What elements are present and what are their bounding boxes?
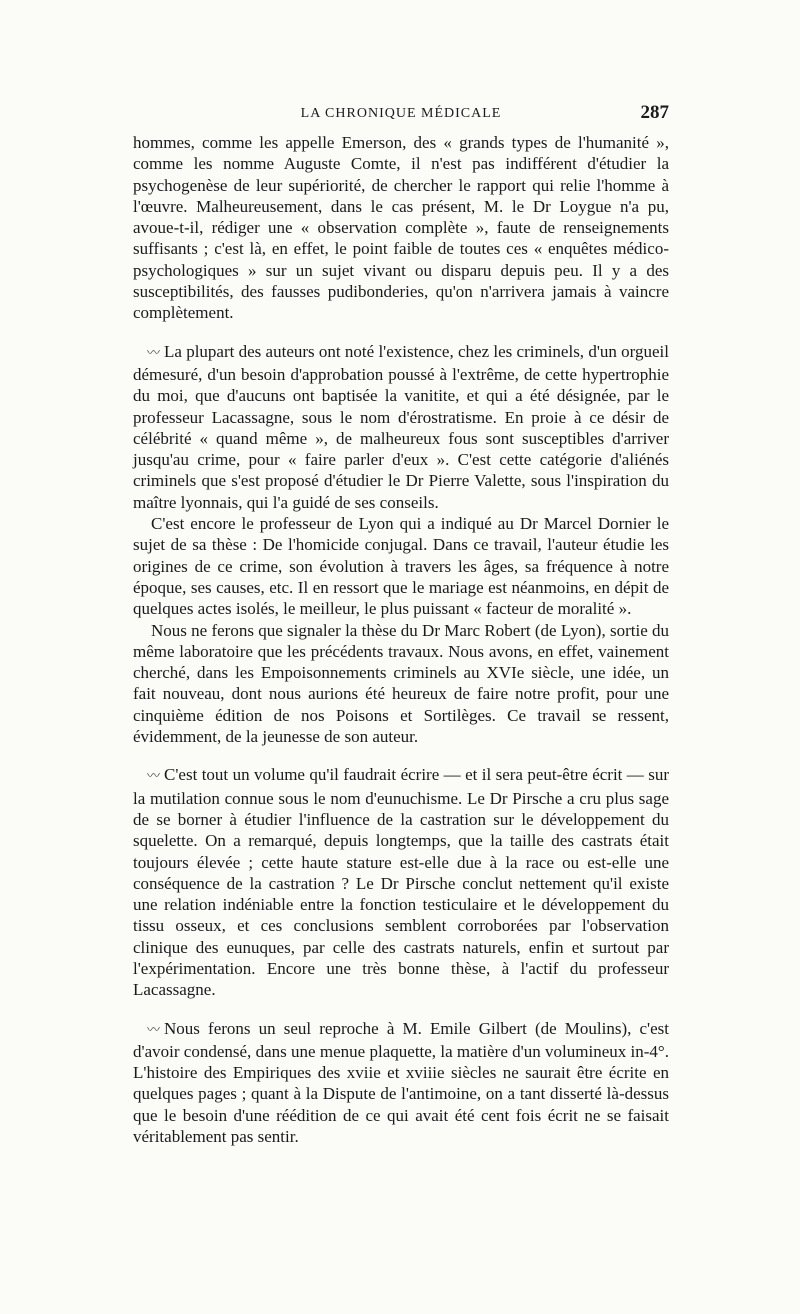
running-title: LA CHRONIQUE MÉDICALE [300, 106, 502, 121]
paragraph-6 [133, 1018, 669, 1148]
paragraph-5 [133, 764, 669, 1000]
section-gap [133, 1001, 669, 1018]
page-header [133, 100, 669, 130]
section-marker-icon: 〰 [147, 345, 159, 361]
body-text [133, 132, 669, 1147]
paragraph-2 [133, 341, 669, 513]
section-gap [133, 324, 669, 341]
section-marker-icon: 〰 [147, 1022, 159, 1038]
paragraph-4: Nous ne ferons que signaler la thèse du Dr Marc Robert (de Lyon), sortie du même laboratoire que les précédents travaux. Nous avons, en effet, vainement cherché, dans les Empoisonnements criminels au XVIe siècle, une idée, un fait nouveau, dont nous aurions été heureux de faire notre profit, pour une cinquième édition de nos Poisons et Sortilèges. Ce travail se ressent, évidemment, de la jeunesse de son auteur. [133, 620, 669, 747]
section-marker-icon: 〰 [147, 769, 159, 785]
paragraph-5-text: C'est tout un volume qu'il faudrait écrire — et il sera peut-être écrit — sur la mutilation connue sous le nom d'eunuchisme. Le Dr Pirsche a cru plus sage de se borner à étudier l'influence de la castration sur le développement du squelette. On a remarqué, depuis longtemps, que la taille des castrats était toujours élevée ; cette haute stature est-elle due à la race ou est-elle une conséquence de la castration ? Le Dr Pirsche conclut nettement qu'il existe une relation indéniable entre la fonction testiculaire et le développement du tissu osseux, et ces conclusions semblent corroborées par l'observation clinique des eunuques, par celle des castrats naturels, enfin et surtout par l'expérimentation. Encore une très bonne thèse, à l'actif du professeur Lacassagne. [133, 765, 669, 1000]
paragraph-6-text: Nous ferons un seul reproche à M. Emile Gilbert (de Moulins), c'est d'avoir condensé, dans une menue plaquette, la matière d'un volumineux in-4°. L'histoire des Empiriques des xviie et xviiie siècles ne saurait être écrite en quelques pages ; quant à la Dispute de l'antimoine, on a tant disserté là-dessus que le besoin d'une réédition de ce qui avait été cent fois écrit ne se faisait véritablement pas sentir. [133, 1018, 669, 1147]
paragraph-1: hommes, comme les appelle Emerson, des « grands types de l'humanité », comme les nomme Auguste Comte, il n'est pas indifférent d'étudier la psychogenèse de leur supériorité, de chercher le rapport qui relie l'homme à l'œuvre. Malheureusement, dans le cas présent, M. le Dr Loygue n'a pu, avoue-t-il, rédiger une « observation complète », faute de renseignements suffisants ; c'est là, en effet, le point faible de toutes ces « enquêtes médico-psychologiques » sur un sujet vivant ou disparu depuis peu. Il y a des susceptibilités, des fausses pudibonderies, qu'on n'arrivera jamais à vaincre complètement. [133, 133, 669, 323]
page-number: 287 [640, 102, 669, 123]
section-gap [133, 747, 669, 764]
paragraph-3: C'est encore le professeur de Lyon qui a indiqué au Dr Marcel Dornier le sujet de sa thèse : De l'homicide conjugal. Dans ce travail, l'auteur étudie les origines de ce crime, son évolution à travers les âges, sa fréquence à notre époque, ses causes, etc. Il en ressort que le mariage est néanmoins, en dépit de quelques actes isolés, le meilleur, le plus puissant « facteur de moralité ». [133, 514, 669, 619]
paragraph-2-text: La plupart des auteurs ont noté l'existence, chez les criminels, d'un orgueil démesuré, d'un besoin d'approbation poussé à l'extrême, de cette hypertrophie du moi, que d'aucuns ont baptisée la vanitite, et qui a été désignée, par le professeur Lacassagne, sous le nom d'érostratisme. En proie à ce désir de célébrité « quand même », de malheureux fous sont susceptibles d'arriver jusqu'au crime, pour « faire parler d'eux ». C'est cette catégorie d'aliénés criminels que s'est proposé d'étudier le Dr Pierre Valette, sous l'inspiration du maître lyonnais, qui l'a guidé de ses conseils. [133, 341, 669, 512]
